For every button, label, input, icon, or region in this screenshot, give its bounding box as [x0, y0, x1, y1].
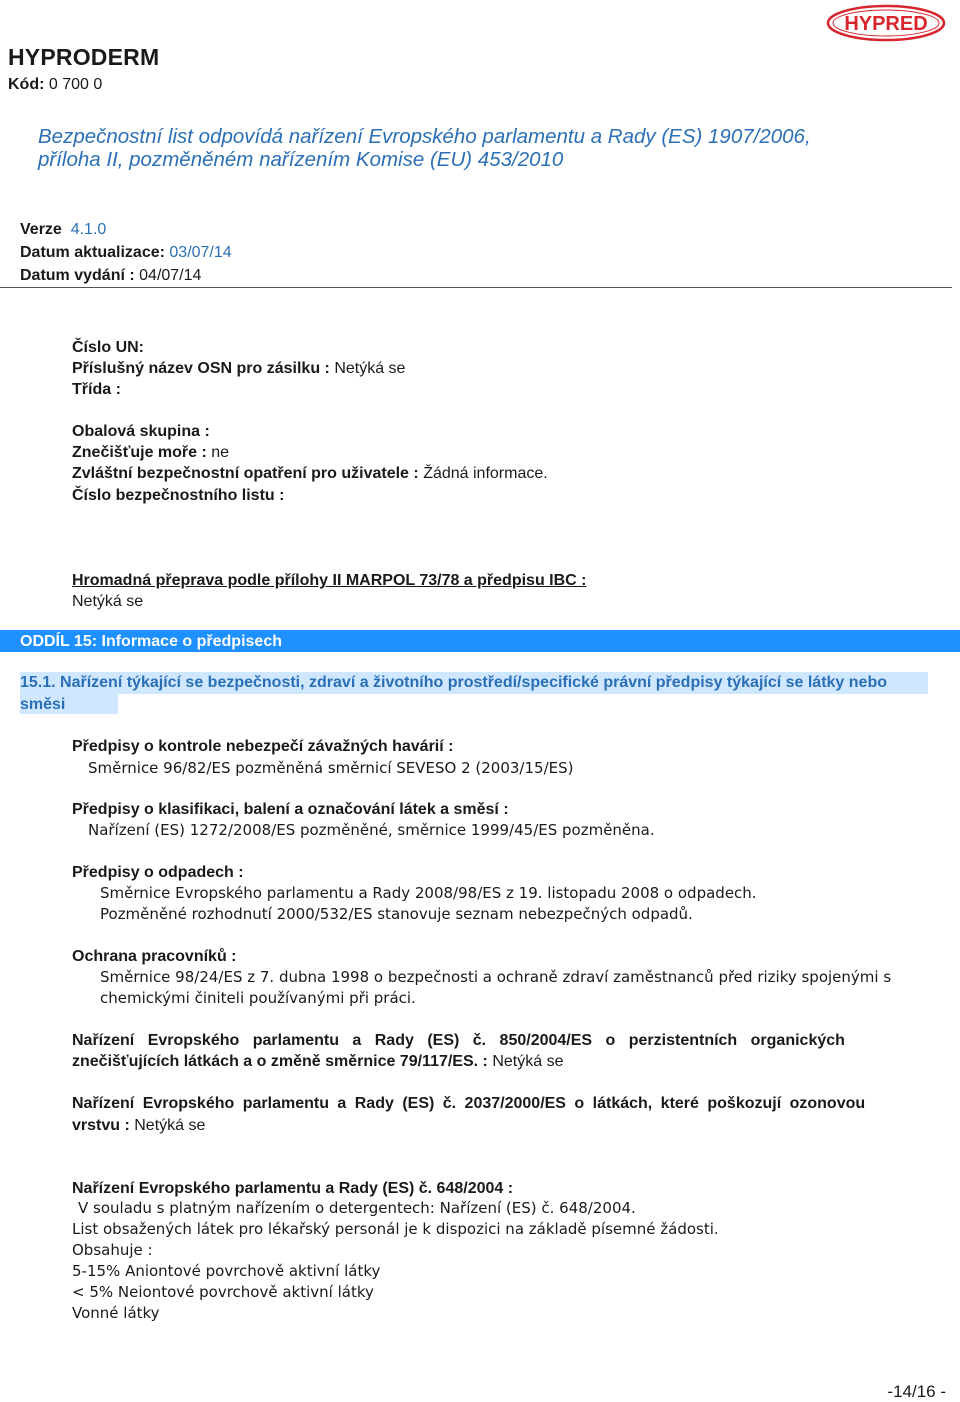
header-divider: [0, 287, 952, 288]
pop-regulation-line1: Nařízení Evropského parlamentu a Rady (ES) č. 850/2004/ES o perzistentních organických: [72, 1032, 845, 1049]
update-date-value: 03/07/14: [169, 244, 232, 261]
special-precautions-label: Zvláštní bezpečnostní opatření pro uživatele :: [72, 465, 419, 482]
section-15-title: ODDÍL 15: Informace o předpisech: [20, 633, 282, 650]
pop-regulation-value: Netýká se: [492, 1053, 564, 1070]
product-name: HYPRODERM: [8, 44, 160, 70]
pop-regulation-line2: [72, 1052, 563, 1072]
shipping-name-value: Netýká se: [334, 360, 406, 377]
subsection-15-1-title-line2: směsi: [20, 696, 66, 713]
subsection-15-1-title-line1: 15.1. Nařízení týkající se bezpečnosti, zdraví a životního prostředí/specifické právní předpisy týkající se látky nebo: [20, 674, 887, 691]
marine-pollutant: [72, 443, 229, 463]
contains-label: Obsahuje :: [72, 1241, 153, 1259]
workers-value-line1: Směrnice 98/24/ES z 7. dubna 1998 o bezpečnosti a ochraně zdraví zaměstnanců před riziky spojenými s: [100, 968, 892, 986]
product-code-value: 0 700 0: [48, 76, 103, 93]
classification-value: Nařízení (ES) 1272/2008/ES pozměněné, směrnice 1999/45/ES pozměněna.: [88, 821, 655, 839]
product-code: [8, 76, 102, 94]
regulation-title-line1: Bezpečnostní list odpovídá nařízení Evropského parlamentu a Rady (ES) 1907/2006,: [38, 125, 811, 148]
version: [20, 220, 106, 240]
version-label: Verze: [20, 221, 62, 238]
ozone-regulation-line2: [72, 1116, 205, 1136]
bulk-transport-label: Hromadná přeprava podle přílohy II MARPOL 73/78 a předpisu IBC :: [72, 572, 587, 589]
safety-sheet-number-label: Číslo bezpečnostního listu :: [72, 487, 285, 504]
contains-item: Vonné látky: [72, 1304, 160, 1322]
waste-value-line1: Směrnice Evropského parlamentu a Rady 2008/98/ES z 19. listopadu 2008 o odpadech.: [100, 884, 757, 902]
detergents-regulation-label: Nařízení Evropského parlamentu a Rady (ES) č. 648/2004 :: [72, 1180, 514, 1197]
contains-item: < 5% Neiontové povrchově aktivní látky: [72, 1283, 374, 1301]
waste-value-line2: Pozměněné rozhodnutí 2000/532/ES stanovuje seznam nebezpečných odpadů.: [100, 905, 693, 923]
classification-label: Předpisy o klasifikaci, balení a označování látek a směsí :: [72, 801, 509, 818]
shipping-name: [72, 359, 405, 379]
major-accidents-value: Směrnice 96/82/ES pozměněná směrnicí SEVESO 2 (2003/15/ES): [88, 759, 574, 777]
issue-date-value: 04/07/14: [139, 267, 202, 284]
ozone-regulation-value: Netýká se: [134, 1117, 206, 1134]
logo-text: HYPRED: [844, 13, 928, 35]
major-accidents-label: Předpisy o kontrole nebezpečí závažných havárií :: [72, 738, 454, 755]
workers-label: Ochrana pracovníků :: [72, 948, 237, 965]
workers-value-line2: chemickými činiteli používanými při práci.: [100, 989, 416, 1007]
update-date: [20, 243, 232, 263]
contains-item: 5-15% Aniontové povrchově aktivní látky: [72, 1262, 381, 1280]
version-value: 4.1.0: [70, 221, 107, 238]
waste-label: Předpisy o odpadech :: [72, 864, 244, 881]
un-number-label: Číslo UN:: [72, 339, 144, 356]
update-date-label: Datum aktualizace:: [20, 244, 165, 261]
detergents-value-line2: List obsažených látek pro lékařský personál je k dispozici na základě písemné žádosti.: [72, 1220, 719, 1238]
shipping-name-label: Příslušný název OSN pro zásilku :: [72, 360, 330, 377]
packing-group-label: Obalová skupina :: [72, 423, 210, 440]
detergents-value-line1: V souladu s platným nařízením o detergentech: Nařízení (ES) č. 648/2004.: [78, 1199, 636, 1217]
special-precautions-value: Žádná informace.: [423, 465, 548, 482]
product-code-label: Kód:: [8, 76, 45, 93]
issue-date: [20, 266, 201, 286]
marine-pollutant-label: Znečišťuje moře :: [72, 444, 207, 461]
class-label: Třída :: [72, 381, 121, 398]
ozone-regulation-line1: Nařízení Evropského parlamentu a Rady (ES) č. 2037/2000/ES o látkách, které poškozují ozonovou: [72, 1095, 866, 1112]
pop-regulation-label: znečišťujících látkách a o změně směrnice 79/117/ES. :: [72, 1053, 488, 1070]
hypred-logo: [826, 4, 946, 42]
regulation-title-line2: příloha II, pozměněném nařízením Komise (EU) 453/2010: [38, 148, 564, 171]
ozone-regulation-label: vrstvu :: [72, 1117, 130, 1134]
issue-date-label: Datum vydání :: [20, 267, 135, 284]
special-precautions: [72, 464, 548, 484]
bulk-transport-value: Netýká se: [72, 593, 144, 610]
marine-pollutant-value: ne: [211, 444, 230, 461]
page-number: -14/16 -: [887, 1382, 946, 1401]
